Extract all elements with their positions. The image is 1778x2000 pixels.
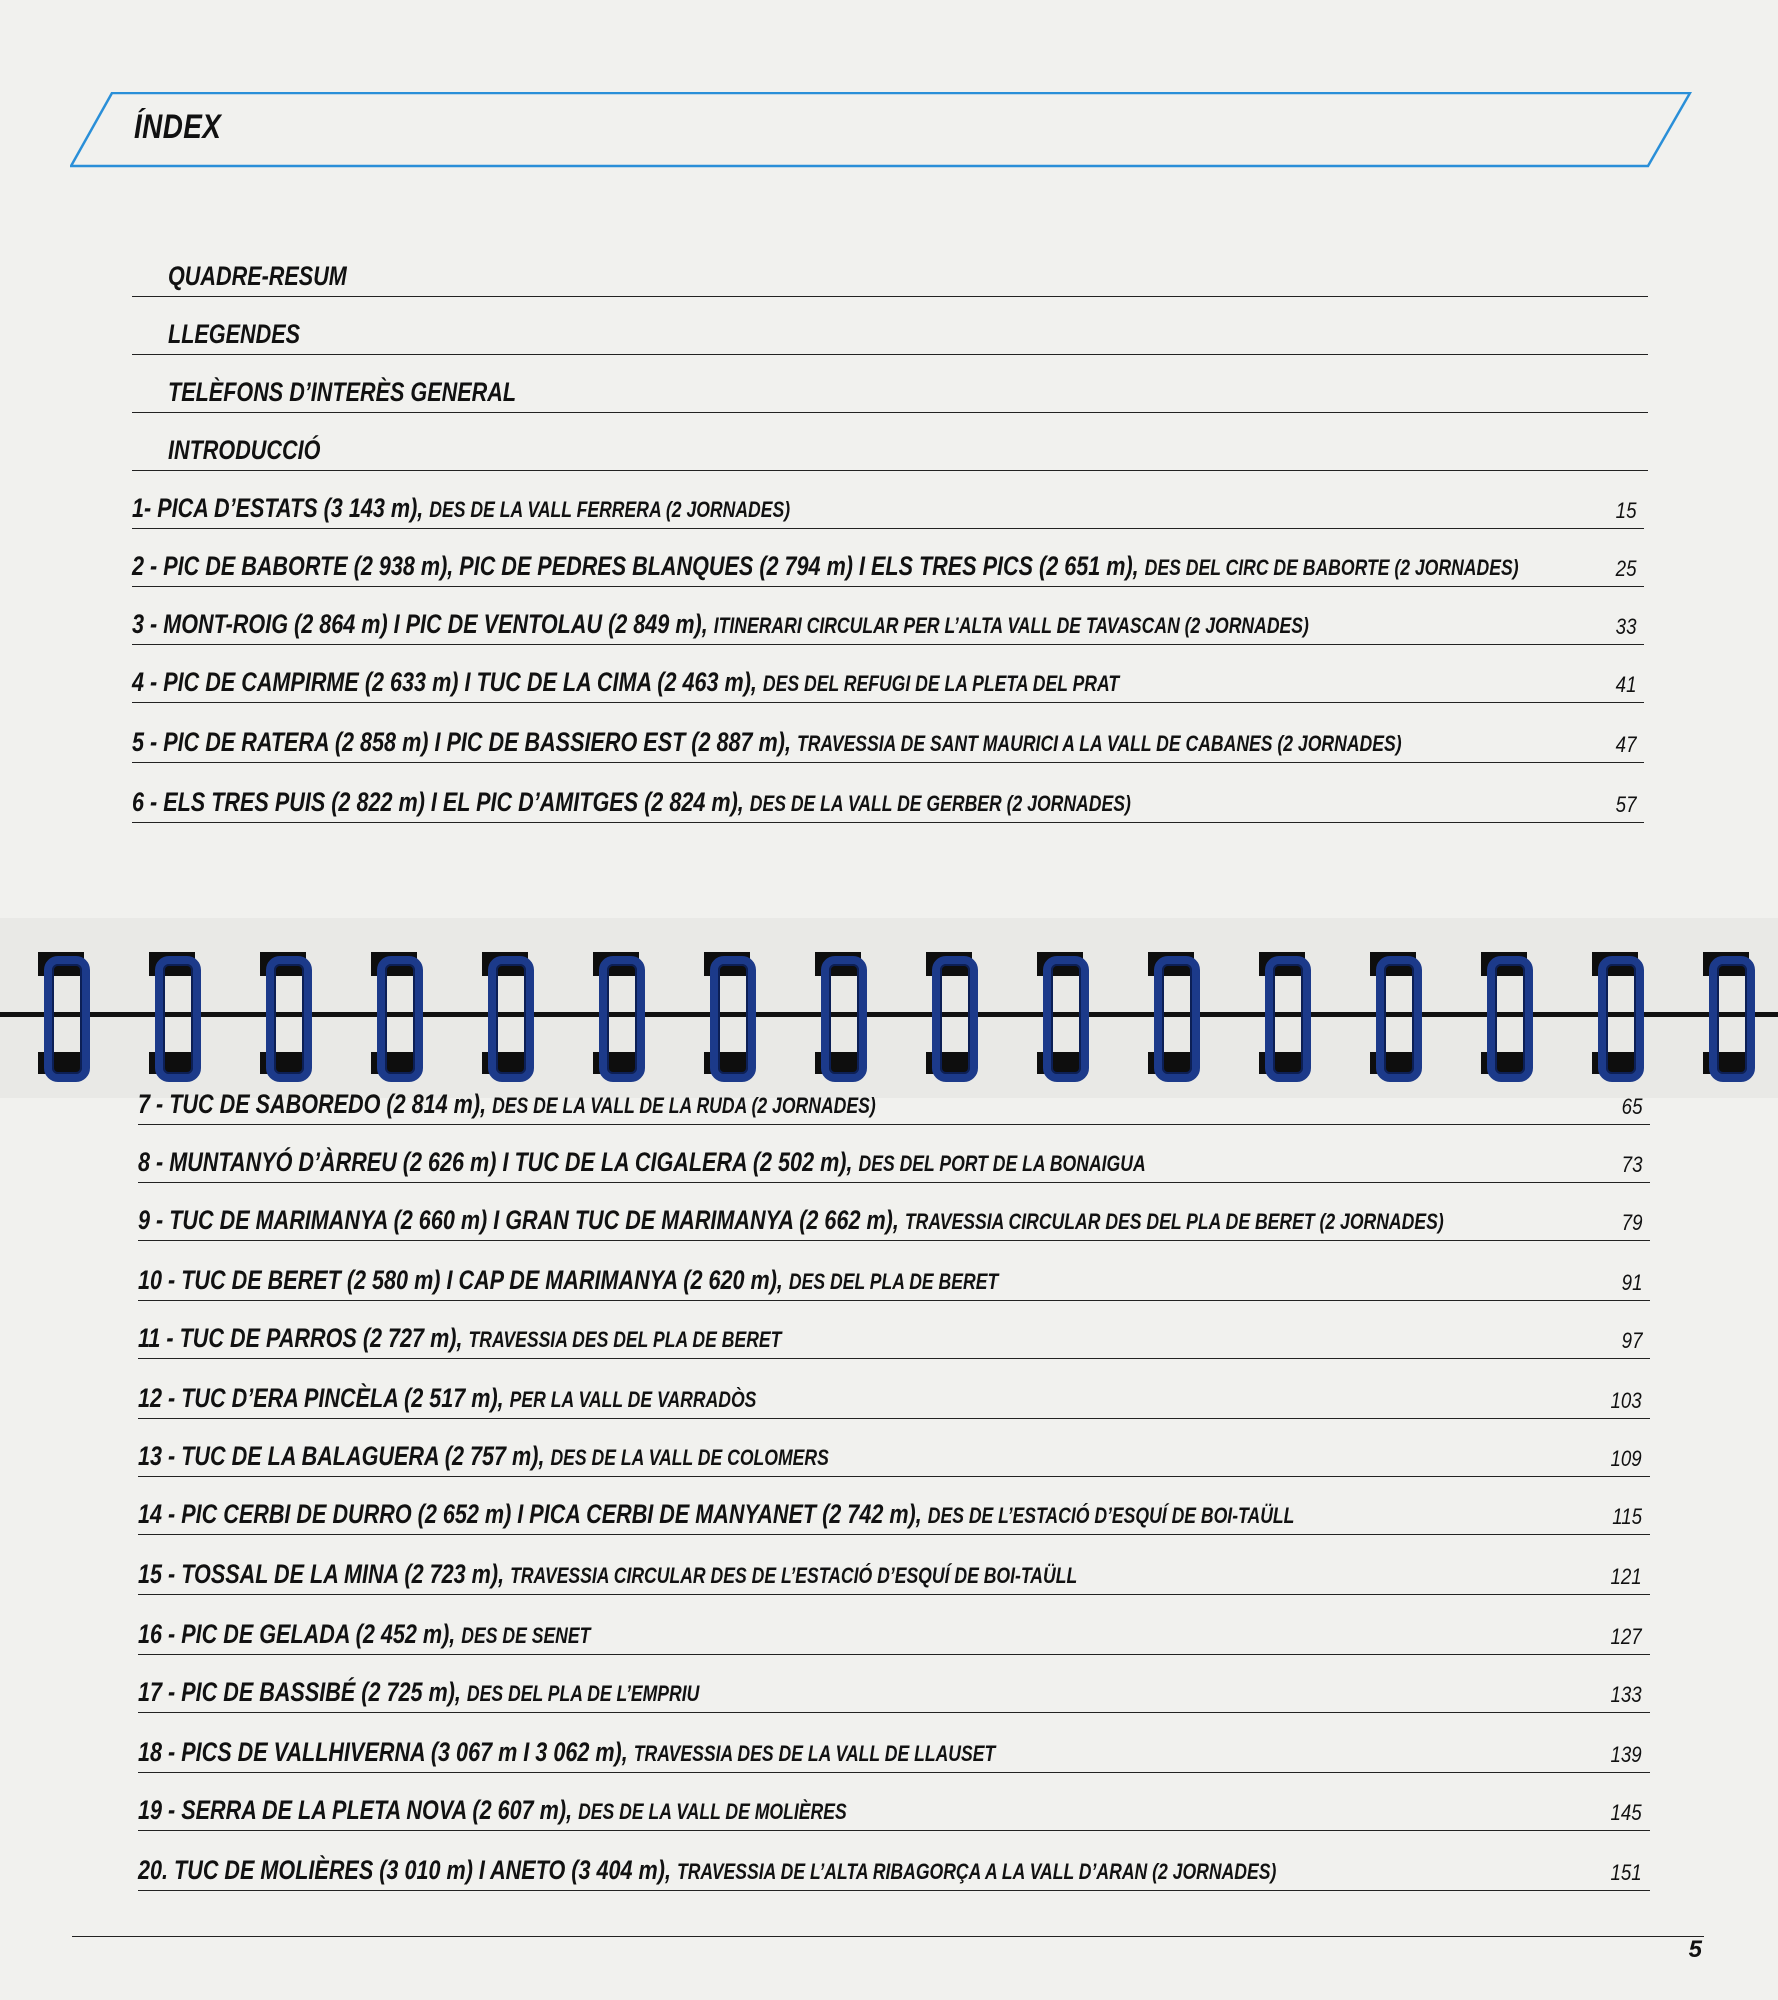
entry-text [132, 787, 1131, 818]
binding-ring [811, 934, 865, 1088]
index-entry[interactable] [132, 530, 1644, 587]
entry-text [132, 551, 1519, 582]
title-parallelogram [70, 92, 1692, 168]
entry-text [138, 1855, 1276, 1886]
index-entry[interactable] [132, 646, 1644, 703]
entry-title: 6 - ELS TRES PUIS (2 822 m) I EL PIC D’AMITGES (2 824 m), [132, 787, 750, 817]
entry-title: 20. TUC DE MOLIÈRES (3 010 m) I ANETO (3 404 m), [138, 1855, 677, 1885]
entry-text [132, 667, 1119, 698]
entry-title: 16 - PIC DE GELADA (2 452 m), [138, 1619, 462, 1649]
index-entry[interactable] [138, 1362, 1650, 1419]
front-matter-title: QUADRE-RESUM [168, 261, 347, 291]
index-entry[interactable] [138, 1478, 1650, 1535]
entry-title: 2 - PIC DE BABORTE (2 938 m), PIC DE PEDRES BLANQUES (2 794 m) I ELS TRES PICS (2 651 m), [132, 551, 1145, 581]
entry-subtitle: DES DE LA VALL DE GERBER (2 JORNADES) [749, 791, 1131, 816]
entry-page: 103 [1610, 1388, 1642, 1413]
index-entry[interactable] [132, 588, 1644, 645]
index-entry[interactable] [138, 1774, 1650, 1831]
entry-subtitle: DES DEL REFUGI DE LA PLETA DEL PRAT [762, 671, 1120, 696]
entry-text [138, 1737, 995, 1768]
binding-ring [1699, 934, 1753, 1088]
entry-subtitle: TRAVESSIA CIRCULAR DES DEL PLA DE BERET (2 JORNADES) [904, 1209, 1444, 1234]
entry-subtitle: TRAVESSIA DES DEL PLA DE BERET [468, 1327, 782, 1352]
binding-ring [922, 934, 976, 1088]
entry-title: 17 - PIC DE BASSIBÉ (2 725 m), [138, 1677, 467, 1707]
binding-ring [589, 934, 643, 1088]
entry-text [138, 1677, 699, 1708]
index-entry[interactable] [138, 1598, 1650, 1655]
entry-page: 65 [1621, 1094, 1642, 1119]
entry-page: 139 [1610, 1742, 1642, 1767]
entry-page: 25 [1615, 556, 1636, 581]
entry-page: 47 [1615, 732, 1636, 757]
index-entry[interactable] [138, 1716, 1650, 1773]
front-matter-title: LLEGENDES [168, 319, 301, 349]
entry-page: 97 [1621, 1328, 1642, 1353]
entry-page: 73 [1621, 1152, 1642, 1177]
entry-subtitle: DES DE LA VALL DE MOLIÈRES [578, 1799, 847, 1824]
entry-title: 19 - SERRA DE LA PLETA NOVA (2 607 m), [138, 1795, 579, 1825]
index-entry[interactable] [138, 1420, 1650, 1477]
entry-text [138, 1795, 847, 1826]
binding-ring [367, 934, 421, 1088]
index-entry[interactable] [138, 1126, 1650, 1183]
binding-ring [1144, 934, 1198, 1088]
entry-subtitle: DES DE SENET [461, 1623, 591, 1648]
entry-subtitle: TRAVESSIA DE SANT MAURICI A LA VALL DE CABANES (2 JORNADES) [796, 731, 1402, 756]
entry-subtitle: ITINERARI CIRCULAR PER L’ALTA VALL DE TAVASCAN (2 JORNADES) [713, 613, 1309, 638]
index-entry[interactable] [138, 1068, 1650, 1125]
binding-ring [1477, 934, 1531, 1088]
index-entry[interactable] [138, 1538, 1650, 1595]
index-entry[interactable] [138, 1302, 1650, 1359]
entry-title: 4 - PIC DE CAMPIRME (2 633 m) I TUC DE LA CIMA (2 463 m), [132, 667, 763, 697]
index-title-frame [70, 92, 1692, 168]
entry-page: 15 [1615, 498, 1636, 523]
entry-title: 9 - TUC DE MARIMANYA (2 660 m) I GRAN TUC DE MARIMANYA (2 662 m), [138, 1205, 905, 1235]
entry-subtitle: DES DEL PLA DE L’EMPRIU [466, 1681, 700, 1706]
entry-page: 121 [1610, 1564, 1642, 1589]
entry-title: 14 - PIC CERBI DE DURRO (2 652 m) I PICA CERBI DE MANYANET (2 742 m), [138, 1499, 928, 1529]
entry-text [138, 1323, 781, 1354]
entry-page: 79 [1621, 1210, 1642, 1235]
entry-title: 15 - TOSSAL DE LA MINA (2 723 m), [138, 1559, 511, 1589]
entry-page: 115 [1612, 1504, 1642, 1529]
entry-title: 3 - MONT-ROIG (2 864 m) I PIC DE VENTOLAU (2 849 m), [132, 609, 714, 639]
entry-title: 11 - TUC DE PARROS (2 727 m), [138, 1323, 469, 1353]
binding-ring [1366, 934, 1420, 1088]
entry-text [138, 1089, 876, 1120]
entry-subtitle: TRAVESSIA DES DE LA VALL DE LLAUSET [633, 1741, 996, 1766]
entry-subtitle: DES DE LA VALL DE LA RUDA (2 JORNADES) [492, 1093, 876, 1118]
entry-title: 8 - MUNTANYÓ D’ÀRREU (2 626 m) I TUC DE LA CIGALERA (2 502 m), [138, 1147, 859, 1177]
entry-page: 145 [1610, 1800, 1642, 1825]
entry-text [138, 1499, 1294, 1530]
entry-title: 12 - TUC D’ERA PINCÈLA (2 517 m), [138, 1383, 510, 1413]
entry-text [132, 727, 1402, 758]
binding-ring [700, 934, 754, 1088]
entry-title: 1- PICA D’ESTATS (3 143 m), [132, 493, 430, 523]
index-entry[interactable] [132, 706, 1644, 763]
entry-text [132, 493, 790, 524]
footer-rule [72, 1936, 1704, 1937]
entry-title: 7 - TUC DE SABOREDO (2 814 m), [138, 1089, 493, 1119]
entry-page: 133 [1610, 1682, 1642, 1707]
entry-subtitle: TRAVESSIA DE L’ALTA RIBAGORÇA A LA VALL D’ARAN (2 JORNADES) [676, 1859, 1277, 1884]
front-matter-item[interactable] [132, 356, 1648, 413]
index-entry[interactable] [138, 1244, 1650, 1301]
entry-text [138, 1619, 590, 1650]
entry-subtitle: TRAVESSIA CIRCULAR DES DE L’ESTACIÓ D’ESQUÍ DE BOI-TAÜLL [510, 1563, 1078, 1588]
binding-ring [34, 934, 88, 1088]
entry-subtitle: DES DEL CIRC DE BABORTE (2 JORNADES) [1144, 555, 1519, 580]
index-entry[interactable] [138, 1184, 1650, 1241]
entry-text [138, 1205, 1444, 1236]
index-entry[interactable] [138, 1834, 1650, 1891]
entry-subtitle: DES DE LA VALL DE COLOMERS [550, 1445, 829, 1470]
entry-text [138, 1441, 829, 1472]
binding-ring [478, 934, 532, 1088]
entry-text [132, 609, 1309, 640]
entry-title: 13 - TUC DE LA BALAGUERA (2 757 m), [138, 1441, 551, 1471]
entry-title: 5 - PIC DE RATERA (2 858 m) I PIC DE BASSIERO EST (2 887 m), [132, 727, 797, 757]
entry-page: 127 [1610, 1624, 1642, 1649]
entry-page: 41 [1615, 672, 1636, 697]
index-entry[interactable] [132, 766, 1644, 823]
binding-ring [1588, 934, 1642, 1088]
binding-ring [1033, 934, 1087, 1088]
index-entry[interactable] [138, 1656, 1650, 1713]
entry-page: 91 [1621, 1270, 1642, 1295]
entry-title: 18 - PICS DE VALLHIVERNA (3 067 m I 3 062 m), [138, 1737, 634, 1767]
binding-ring [145, 934, 199, 1088]
front-matter-item[interactable] [132, 414, 1648, 471]
page-number: 5 [1688, 1936, 1702, 1963]
front-matter-title: INTRODUCCIÓ [168, 435, 321, 465]
binding-ring [1255, 934, 1309, 1088]
entry-title: 10 - TUC DE BERET (2 580 m) I CAP DE MARIMANYA (2 620 m), [138, 1265, 789, 1295]
entry-subtitle: PER LA VALL DE VARRADÒS [509, 1387, 757, 1412]
entry-text [138, 1147, 1146, 1178]
entry-subtitle: DES DE L’ESTACIÓ D’ESQUÍ DE BOI-TAÜLL [927, 1503, 1295, 1528]
entry-text [138, 1383, 756, 1414]
front-matter-item[interactable] [132, 298, 1648, 355]
entry-text [138, 1265, 998, 1296]
entry-page: 57 [1615, 792, 1636, 817]
front-matter-title: TELÈFONS D’INTERÈS GENERAL [168, 377, 517, 407]
entry-text [138, 1559, 1077, 1590]
entry-subtitle: DES DE LA VALL FERRERA (2 JORNADES) [429, 497, 791, 522]
entry-page: 109 [1610, 1446, 1642, 1471]
entry-subtitle: DES DEL PORT DE LA BONAIGUA [858, 1151, 1146, 1176]
front-matter-item[interactable] [132, 240, 1648, 297]
index-entry[interactable] [132, 472, 1644, 529]
entry-page: 33 [1615, 614, 1636, 639]
binding-ring [256, 934, 310, 1088]
index-title: ÍNDEX [134, 108, 222, 146]
entry-page: 151 [1610, 1860, 1642, 1885]
entry-subtitle: DES DEL PLA DE BERET [788, 1269, 999, 1294]
